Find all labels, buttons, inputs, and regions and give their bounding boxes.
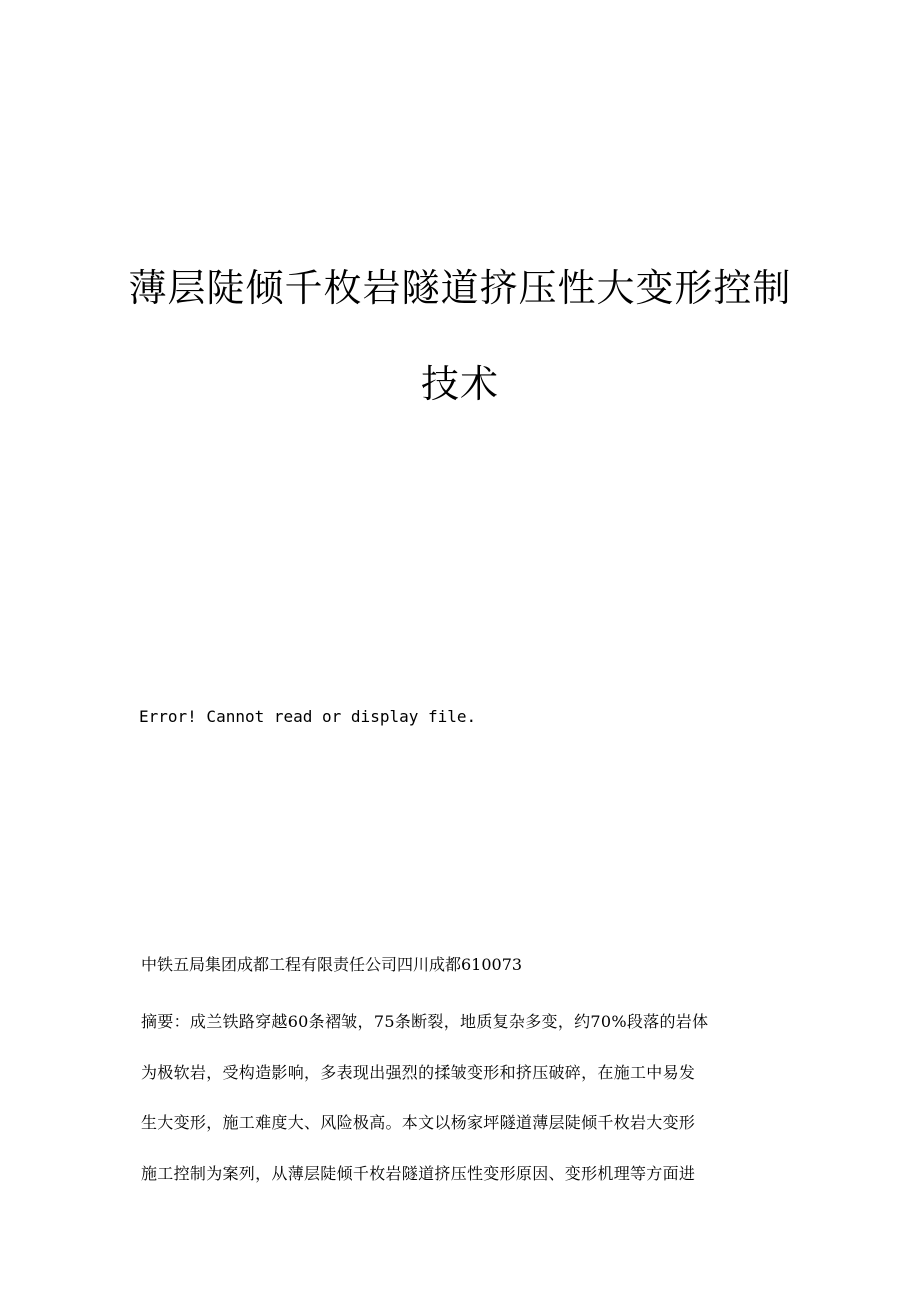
abstract-line: 施工控制为案列，从薄层陡倾千枚岩隧道挤压性变形原因、变形机理等方面进 [141, 1163, 696, 1183]
abstract [141, 1011, 781, 1213]
image-error-message: Error! Cannot read or display file. [139, 707, 477, 726]
author-affiliation: 中铁五局集团成都工程有限责任公司四川成都610073 [141, 955, 523, 974]
document-title-line-1: 薄层陡倾千枚岩隧道挤压性大变形控制 [128, 266, 792, 310]
abstract-line: 摘要：成兰铁路穿越60条褶皱，75条断裂，地质复杂多变，约70%段落的岩体 [141, 1012, 709, 1031]
document-title-line-2: 技术 [420, 362, 499, 406]
abstract-line: 为极软岩，受构造影响，多表现出强烈的揉皱变形和挤压破碎，在施工中易发 [141, 1062, 696, 1082]
abstract-line: 生大变形，施工难度大、风险极高。本文以杨家坪隧道薄层陡倾千枚岩大变形 [141, 1113, 696, 1132]
